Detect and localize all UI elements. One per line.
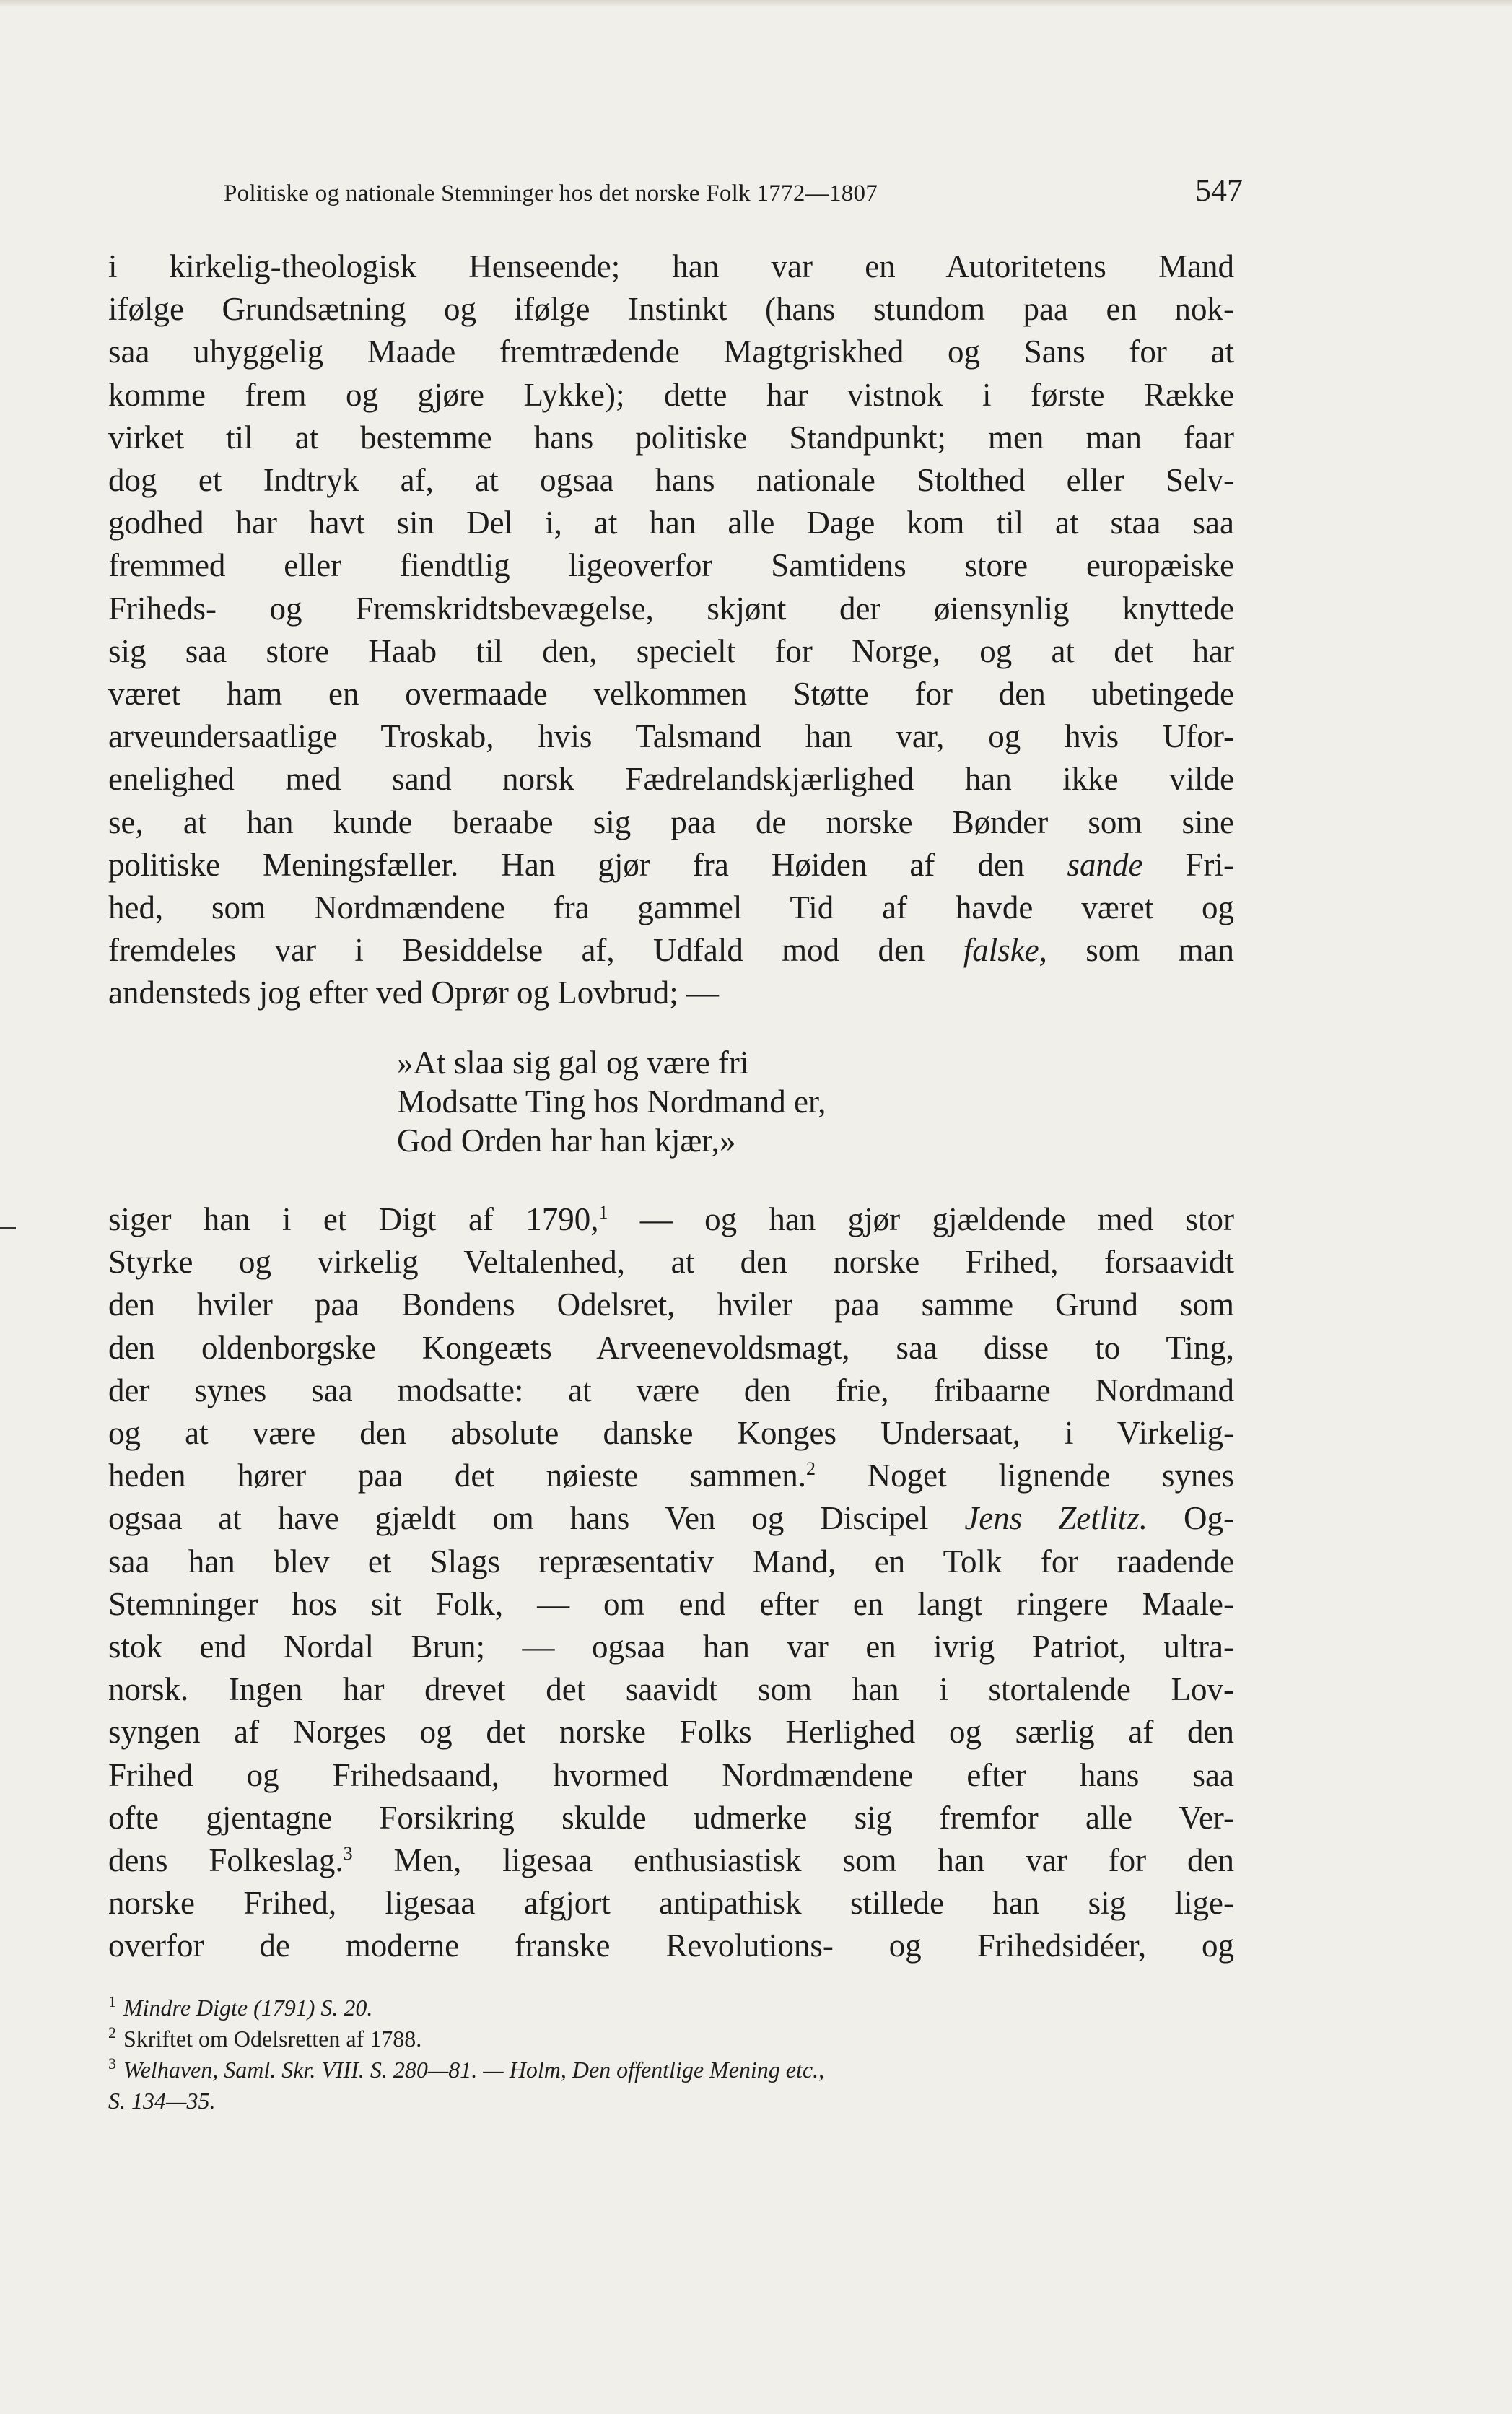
- text-line: [108, 1839, 1234, 1882]
- footnote-text: Welhaven, Saml. Skr. VIII. S. 280—81. — Holm, Den offentlige Mening etc.,: [123, 2057, 825, 2083]
- footnote-ref-3[interactable]: 3: [343, 1843, 353, 1865]
- footnotes: [108, 1992, 1234, 2117]
- footnote-ref-2[interactable]: 2: [805, 1458, 816, 1480]
- text-line: sig saa store Haab til den, specielt for Norge, og at det har: [108, 632, 1234, 669]
- text-line: fremmed eller fiendtlig ligeoverfor Samtidens store europæiske: [108, 547, 1234, 584]
- text-line: syngen af Norges og det norske Folks Herlighed og særlig af den: [108, 1714, 1234, 1751]
- text-segment: fremdeles var i Besiddelse af, Udfald mod den: [108, 932, 925, 969]
- text-segment: Fri-: [1185, 846, 1235, 883]
- text-line: Styrke og virkelig Veltalenhed, at den norske Frihed, forsaavidt: [108, 1244, 1234, 1281]
- text-line: [108, 844, 1234, 886]
- text-segment: politiske Meningsfæller. Han gjør fra Høiden af den: [108, 846, 1025, 883]
- text-line: komme frem og gjøre Lykke); dette har vistnok i første Række: [108, 376, 1234, 413]
- page-edge: [0, 0, 1512, 7]
- text-line: arveundersaatlige Troskab, hvis Talsmand han var, og hvis Ufor-: [108, 718, 1234, 755]
- footnote-3: [108, 2054, 1234, 2086]
- text-line: saa han blev et Slags repræsentativ Mand, en Tolk for raadende: [108, 1543, 1234, 1579]
- verse-quote: [397, 1043, 826, 1160]
- text-line: og at være den absolute danske Konges Undersaat, i Virkelig-: [108, 1415, 1234, 1452]
- text-line: hed, som Nordmændene fra gammel Tid af havde været og: [108, 889, 1234, 926]
- text-line: se, at han kunde beraabe sig paa de norske Bønder som sine: [108, 803, 1234, 840]
- text-line: ifølge Grundsætning og ifølge Instinkt (hans stundom paa en nok-: [108, 291, 1234, 328]
- text-line: enelighed med sand norsk Fædrelandskjærlighed han ikke vilde: [108, 761, 1234, 798]
- text-line: i kirkelig-theologisk Henseende; han var en Autoritetens Mand: [108, 248, 1234, 284]
- text-line: den hviler paa Bondens Odelsret, hviler paa samme Grund som: [108, 1286, 1234, 1323]
- text-line: der synes saa modsatte: at være den frie, fribaarne Nordmand: [108, 1372, 1234, 1408]
- page-number: 547: [1195, 173, 1243, 208]
- text-segment: som man: [1085, 932, 1234, 969]
- text-segment: Og-: [1148, 1500, 1235, 1537]
- footnote-2: [108, 2023, 1234, 2054]
- footnote-text: S. 134—35.: [108, 2088, 216, 2114]
- footnote-mark: 3: [108, 2054, 116, 2073]
- text-segment: ogsaa at have gjældt om hans Ven og Discipel: [108, 1500, 965, 1537]
- footnote-text: Mindre Digte (1791) S. 20.: [123, 1995, 373, 2021]
- text-line: Stemninger hos sit Folk, — om end efter en langt ringere Maale-: [108, 1585, 1234, 1622]
- text-line: norsk. Ingen har drevet det saavidt som han i stortalende Lov-: [108, 1671, 1234, 1708]
- text-line: Friheds- og Fremskridtsbevægelse, skjønt der øiensynlig knyttede: [108, 590, 1234, 627]
- verse-line: »At slaa sig gal og være fri: [397, 1045, 749, 1081]
- text-line: virket til at bestemme hans politiske Standpunkt; men man faar: [108, 419, 1234, 456]
- text-line: [108, 1455, 1234, 1497]
- text-line: [108, 929, 1234, 972]
- italic-term-falske: falske,: [963, 932, 1047, 969]
- running-title: Politiske og nationale Stemninger hos det norske Folk 1772—1807: [224, 180, 878, 206]
- text-segment: — og han gjør gjældende med stor: [608, 1201, 1234, 1237]
- text-line: saa uhyggelig Maade fremtrædende Magtgriskhed og Sans for at: [108, 334, 1234, 370]
- text-line: [108, 1198, 1234, 1241]
- text-line: stok end Nordal Brun; — ogsaa han var en ivrig Patriot, ultra-: [108, 1629, 1234, 1665]
- page-header: [108, 172, 1243, 215]
- verse-line: God Orden har han kjær,»: [397, 1123, 736, 1159]
- italic-term-sande: sande: [1067, 846, 1143, 883]
- text-line: været ham en overmaade velkommen Støtte for den ubetingede: [108, 676, 1234, 713]
- text-line: [108, 1497, 1234, 1540]
- text-line: den oldenborgske Kongeæts Arveenevoldsmagt, saa disse to Ting,: [108, 1329, 1234, 1366]
- italic-name-zetlitz: Jens Zetlitz.: [964, 1500, 1148, 1537]
- text-line: Frihed og Frihedsaand, hvormed Nordmændene efter hans saa: [108, 1756, 1234, 1793]
- margin-mark: [0, 1227, 16, 1229]
- footnote-text: Skriftet om Odelsretten af 1788.: [123, 2026, 422, 2052]
- text-segment: siger han i et Digt af 1790,: [108, 1201, 599, 1237]
- text-line: norske Frihed, ligesaa afgjort antipathisk stillede han sig lige-: [108, 1885, 1234, 1922]
- text-segment: heden hører paa det nøieste sammen.: [108, 1457, 806, 1494]
- paragraph-1: [108, 245, 1234, 1015]
- footnote-ref-1[interactable]: 1: [598, 1202, 608, 1223]
- footnote-mark: 2: [108, 2023, 116, 2042]
- footnote-3-continued: [108, 2086, 1234, 2117]
- text-line: dog et Indtryk af, at ogsaa hans nationale Stolthed eller Selv-: [108, 462, 1234, 499]
- text-segment: dens Folkeslag.: [108, 1842, 344, 1879]
- text-line: godhed har havt sin Del i, at han alle Dage kom til at staa saa: [108, 505, 1234, 541]
- paragraph-2: [108, 1198, 1234, 1968]
- text-segment: Men, ligesaa enthusiastisk som han var for den: [352, 1842, 1234, 1879]
- text-line: ofte gjentagne Forsikring skulde udmerke sig fremfor alle Ver-: [108, 1799, 1234, 1836]
- text-segment: Noget lignende synes: [815, 1457, 1234, 1494]
- text-line: andensteds jog efter ved Oprør og Lovbrud; —: [108, 975, 720, 1011]
- text-line: overfor de moderne franske Revolutions- og Frihedsidéer, og: [108, 1927, 1234, 1964]
- footnote-mark: 1: [108, 1992, 116, 2011]
- verse-line: Modsatte Ting hos Nordmand er,: [397, 1084, 826, 1120]
- footnote-1: [108, 1992, 1234, 2023]
